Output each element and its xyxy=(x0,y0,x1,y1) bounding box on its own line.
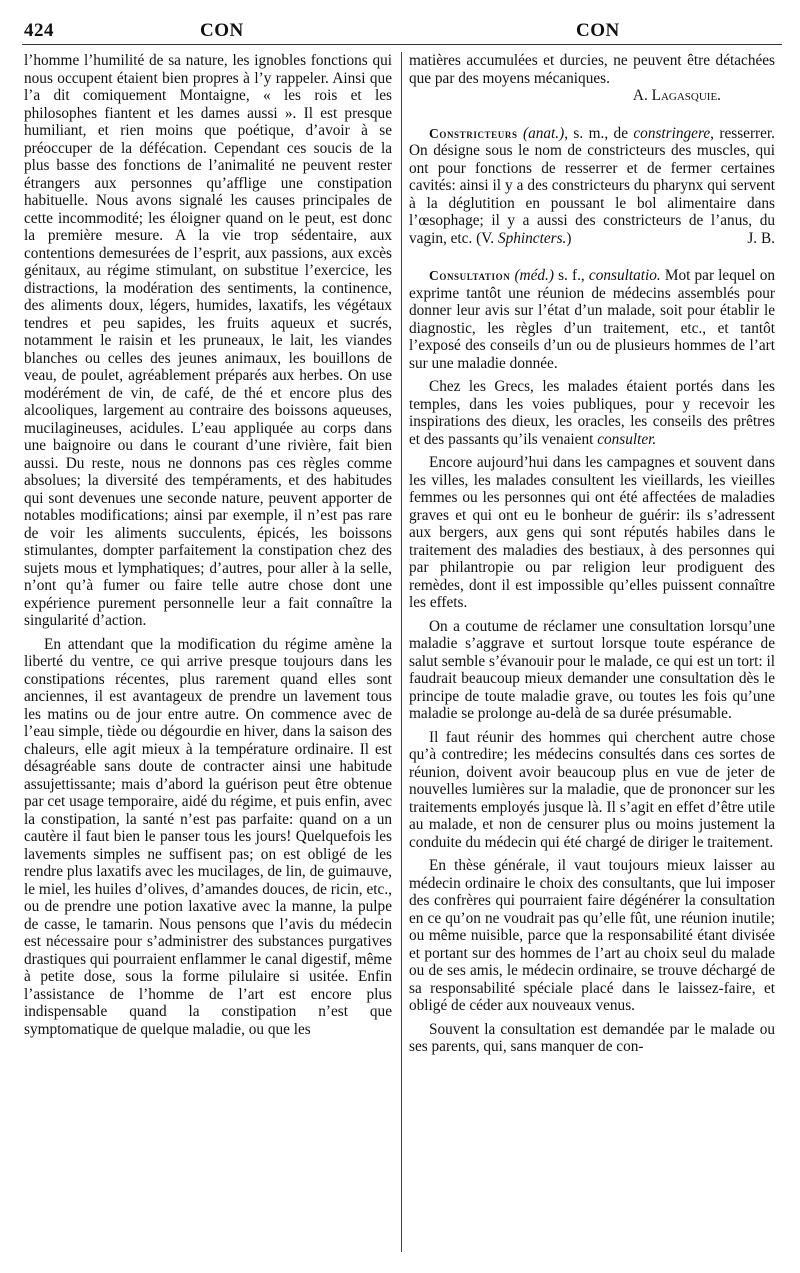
right-column xyxy=(409,52,775,1257)
paragraph: En thèse générale, il vaut toujours mieux laisser au médecin ordinaire le choix des consultants, que lui imposer des confrères qui pourraient faire dégénérer la consultation en ce qu’on ne voudrait pas qu’elle fût, une réunion inutile; ou même nuisible, parce que la responsabilité étant divisée et portant sur des hommes de l’art au choix seul du malade ou de ses amis, le médecin ordinaire, se trouve déchargé de sa responsabilité spéciale placé dans le laissez-faire, et obligé de céder aux nouveaux venus. xyxy=(409,857,775,1014)
entry-etymology: constringere xyxy=(633,124,711,142)
entry-term: Constricteurs xyxy=(429,125,518,141)
paragraph xyxy=(409,378,775,448)
paragraph-text: Chez les Grecs, les malades étaient portés dans les temples, dans les voies publiques, pour y recevoir les inspirations des dieux, les oracles, les conseils des prêtres et des passants qu’ils venaient xyxy=(409,378,775,448)
entry-text: s. f., xyxy=(553,267,589,284)
entry-text: ) xyxy=(566,229,572,247)
entry-etymology: consultatio. xyxy=(588,267,661,284)
paragraph-italic: consulter. xyxy=(597,430,657,448)
entry-term: Consultation xyxy=(429,268,511,283)
entry-domain: (anat.) xyxy=(522,124,565,142)
page-number: 424 xyxy=(24,20,54,41)
left-column xyxy=(24,52,392,1257)
entry-text: Mot par lequel on exprime tantôt une réunion de médecins assemblés pour donner leur avis sur l’état d’un malade, soit pour établir le diagnostic, les règles d’un traitement, etc., et tantôt l’exposé des conseils d’un ou de plusieurs hommes de l’art sur une maladie donnée. xyxy=(409,267,775,372)
paragraph: En attendant que la modification du régime amène la liberté du ventre, ce qui arrive presque toujours dans les constipations récentes, plus rarement quand elles sont anciennes, il est avantageux de prendre un lavement tous les matins ou de jour entre autre. On commence avec de l’eau simple, tiède ou dégourdie en hiver, dans la saison des chaleurs, elle agit mieux à la température ordinaire. Il est désagréable sans doute de contracter ainsi une habitude assujettissante; mais d’abord la guérison peut être obtenue par cet usage temporaire, aidé du régime, et puis enfin, avec la constipation, la santé n’est pas parfaite: quand on a un cautère il faut bien le panser tous les jours! Quelquefois les lavements simples ne suffisent pas; on est obligé de les rendre plus laxatifs avec les mucilages, de lin, de guimauve, le miel, les huiles d’olives, d’amandes douces, de ricin, etc., ou de prendre une potion laxative avec la manne, la pulpe de casse, le tamarin. Nous pensons que l’avis du médecin est nécessaire pour s’administrer des substances purgatives drastiques qui pourraient enflammer le canal digestif, même à petite dose, sous la forme pilulaire si usitée. Enfin l’assistance de l’homme de l’art est encore plus indispensable quand la constipation n’est que symptomatique de quelque maladie, ou que les xyxy=(24,635,392,1038)
paragraph: Encore aujourd’hui dans les campagnes et souvent dans les villes, les malades consultent les vieillards, les vieilles femmes ou les personnes qui ont été affectées de maladies graves et qui ont eu le bonheur de guérir: ils s’adressent aux bergers, aux gens qui sont réputés habiles dans le traitement des maladies des bestiaux, à des personnes qui par philantropie ou par religion leur prodiguent des remèdes, dont il est impossible qu’elles puissent connaître les effets. xyxy=(409,454,775,611)
paragraph: On a coutume de réclamer une consultation lorsqu’une maladie s’aggrave et surtout lorsque toute espérance de salut semble s’évanouir pour le malade, ce qui est un tort: il faudrait beaucoup mieux demander une consultation dès le principe de toute maladie grave, ou toutes les fois qu’une maladie se prolonge au-delà de sa durée présumable. xyxy=(409,617,775,722)
entry-see-also: Sphincters. xyxy=(497,229,567,247)
author-signature: J. B. xyxy=(747,229,775,247)
author-signature xyxy=(409,87,775,105)
entry-constricteurs xyxy=(409,125,775,248)
paragraph: l’homme l’humilité de sa nature, les ignobles fonctions qui nous occupent étaient bien propres à l’y rappeler. Ainsi que l’a dit comiquement Montaigne, « les rois et les philosophes fiantent et les dames aussi ». Il est presque humiliant, et rien moins que poétique, d’avoir à se préoccuper de la défécation. Cependant ces soucis de la plus basse des fonctions de l’animalité ne peuvent rester étrangers aux personnes qu’afflige une constipation habituelle. Nous avons signalé les causes principales de cette incommodité; les éloigner quand on le peut, est donc la première mesure. A la vie trop sédentaire, aux contentions demesurées de l’esprit, aux passions, aux excès génitaux, au régime stimulant, on substitue l’exercice, les distractions, la modération des sentiments, la continence, des aliments doux, légers, humides, laxatifs, les végétaux tendres et peu sapides, les fruits aqueux et sucrés, notamment le raisin et les pruneaux, le lait, les viandes blanches ou celles des jeunes animaux, les bouillons de veau, de poulet, agréablement préparés aux herbes. On use modérément de vin, de café, de thé et encore plus des alcooliques, largement au contraire des boissons aqueuses, mucilagineuses, acidules. L’eau appliquée au corps dans une baignoire ou dans le courant d’une rivière, fait bien aussi. Du reste, nous ne donnons pas ces règles comme absolues; la diversité des tempéraments, et des habitudes qui sont devenues une seconde nature, peuvent apporter de notables modifications; ainsi par exemple, il n’est pas rare de voir les aliments succulents, épicés, les boissons stimulantes, dompter parfaitement la constipation chez des sujets mous et lymphatiques; d’autres, pour aller à la selle, n’ont qu’à fumer ou faire telle autre chose dont une expérience purement personnelle leur a fait connaître la singularité d’action. xyxy=(24,52,392,629)
entry-domain: (méd.) xyxy=(514,267,554,284)
running-head-left: CON xyxy=(200,20,244,41)
signature-text: A. Lagasquie. xyxy=(632,87,721,104)
paragraph: Il faut réunir des hommes qui cherchent autre chose qu’à contredire; les médecins consultés dans ces sortes de réunion, doivent avoir beaucoup plus en vue de jeter de nouvelles lumières sur la maladie, que de prononcer sur les traitements employés jusque là. Il s’agit en effet d’être utile au malade, et non de censurer plus ou moins justement la conduite du médecin qui été chargé de diriger le traitement. xyxy=(409,728,775,851)
entry-text: , s. m., de xyxy=(564,124,634,142)
entry-text: , resserrer. On désigne sous le nom de constricteurs des muscles, qui ont pour fonctions de resserrer et de fermer certaines cavités: ainsi il y a des constricteurs du pharynx qui servent à la déglutition en poussant le bol alimentaire dans l’œsophage; il y a aussi des constricteurs de l’anus, du vagin, etc. (V. xyxy=(409,124,775,247)
paragraph: Souvent la consultation est demandée par le malade ou ses parents, qui, sans manquer de con- xyxy=(409,1020,775,1055)
entry-consultation xyxy=(409,267,775,372)
paragraph: matières accumulées et durcies, ne peuvent être détachées que par des moyens mécaniques. xyxy=(409,52,775,87)
header-rule xyxy=(22,44,782,45)
column-divider xyxy=(401,52,402,1252)
running-head-right: CON xyxy=(576,20,620,41)
